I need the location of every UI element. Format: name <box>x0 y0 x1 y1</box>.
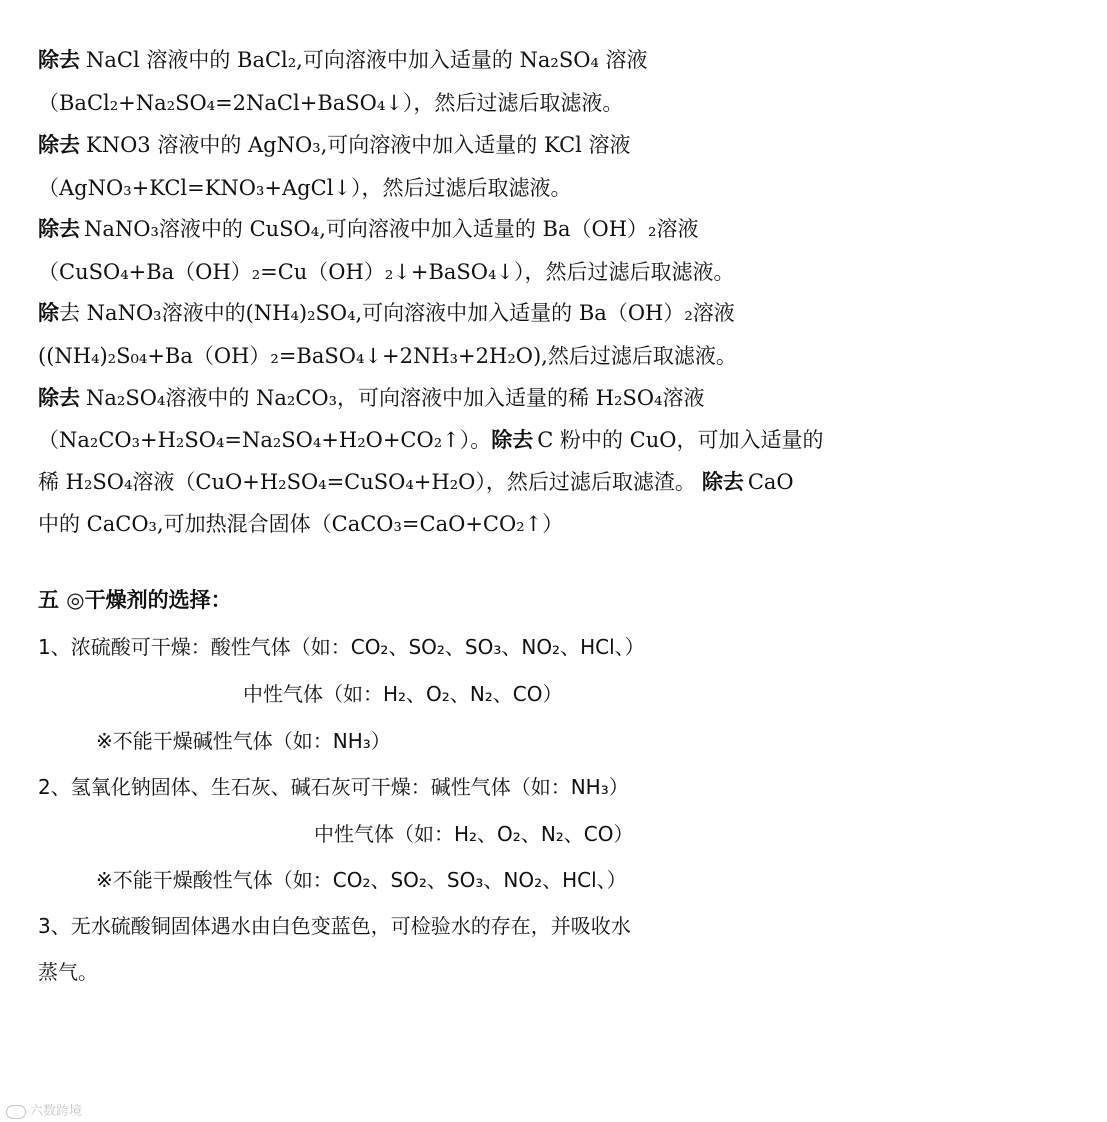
remove-2-text: KNO3 溶液中的 AgNO₃,可向溶液中加入适量的 KCl 溶液 <box>86 133 631 157</box>
remove-4-text: 去 NaNO₃溶液中的(NH₄)₂SO₄,可向溶液中加入适量的 Ba（OH）₂溶液 <box>59 301 735 325</box>
section-heading: 五 ◎干燥剂的选择： <box>38 588 232 612</box>
remove-2-line-1 <box>0 129 831 159</box>
remove-lead: 除去 <box>491 428 534 452</box>
remove-lead: 除去 <box>701 470 744 494</box>
item-2-line-1: 2、氢氧化钠固体、生石灰、碱石灰可干燥：碱性气体（如：NH₃） <box>38 775 629 799</box>
remove-5-line-3 <box>0 466 831 496</box>
item-1-line-2: 中性气体（如：H₂、O₂、N₂、CO） <box>243 682 563 706</box>
remove-4-line-1 <box>0 297 831 327</box>
remove-3-line-2: （CuSO₄+Ba（OH）₂=Cu（OH）₂↓+BaSO₄↓），然后过滤后取滤液。 <box>38 260 735 284</box>
remove-lead: 除去 <box>38 133 80 157</box>
item-2-line-3: ※不能干燥酸性气体（如：CO₂、SO₂、SO₃、NO₂、HCl、） <box>96 868 627 892</box>
item-3-line-2: 蒸气。 <box>38 960 98 984</box>
remove-1-text: NaCl 溶液中的 BaCl₂,可向溶液中加入适量的 Na₂SO₄ 溶液 <box>86 48 648 72</box>
item-1-line-3: ※不能干燥碱性气体（如：NH₃） <box>96 729 391 753</box>
item-3-line-1: 3、无水硫酸铜固体遇水由白色变蓝色，可检验水的存在，并吸收水 <box>38 914 631 938</box>
remove-5-line-1 <box>0 382 831 412</box>
remove-5-cuo-text: C 粉中的 CuO，可加入适量的 <box>537 428 824 452</box>
remove-lead: 除 <box>38 301 59 325</box>
remove-3-text: NaNO₃溶液中的 CuSO₄,可向溶液中加入适量的 Ba（OH）₂溶液 <box>84 217 699 241</box>
remove-2-line-2: （AgNO₃+KCl=KNO₃+AgCl↓），然后过滤后取滤液。 <box>38 176 572 200</box>
remove-lead: 除去 <box>38 217 80 241</box>
remove-5-text: Na₂SO₄溶液中的 Na₂CO₃，可向溶液中加入适量的稀 H₂SO₄溶液 <box>86 386 705 410</box>
remove-5-equation: （Na₂CO₃+H₂SO₄=Na₂SO₄+H₂O+CO₂↑）。 <box>38 428 492 452</box>
remove-1-line-2: （BaCl₂+Na₂SO₄=2NaCl+BaSO₄↓），然后过滤后取滤液。 <box>38 91 624 115</box>
remove-5-line-4: 中的 CaCO₃,可加热混合固体（CaCO₃=CaO+CO₂↑） <box>38 512 564 536</box>
remove-5-acid-text: 稀 H₂SO₄溶液（CuO+H₂SO₄=CuSO₄+H₂O），然后过滤后取滤渣。 <box>38 470 696 494</box>
remove-lead: 除去 <box>38 386 80 410</box>
watermark-text: 六数跨境 <box>30 1104 83 1119</box>
item-2-line-2: 中性气体（如：H₂、O₂、N₂、CO） <box>314 822 634 846</box>
remove-1-line-1 <box>0 44 755 74</box>
remove-5-line-2 <box>0 424 831 454</box>
remove-4-line-2: ((NH₄)₂S₀₄+Ba（OH）₂=BaSO₄↓+2NH₃+2H₂O),然后过滤后取滤液。 <box>38 344 737 368</box>
remove-5-cao-text: CaO <box>747 470 794 494</box>
item-1-line-1: 1、浓硫酸可干燥：酸性气体（如：CO₂、SO₂、SO₃、NO₂、HCl、） <box>38 635 645 659</box>
watermark <box>6 1100 82 1119</box>
remove-3-line-1 <box>0 213 831 243</box>
watermark-logo-icon <box>6 1105 26 1119</box>
remove-lead: 除去 <box>38 48 80 72</box>
